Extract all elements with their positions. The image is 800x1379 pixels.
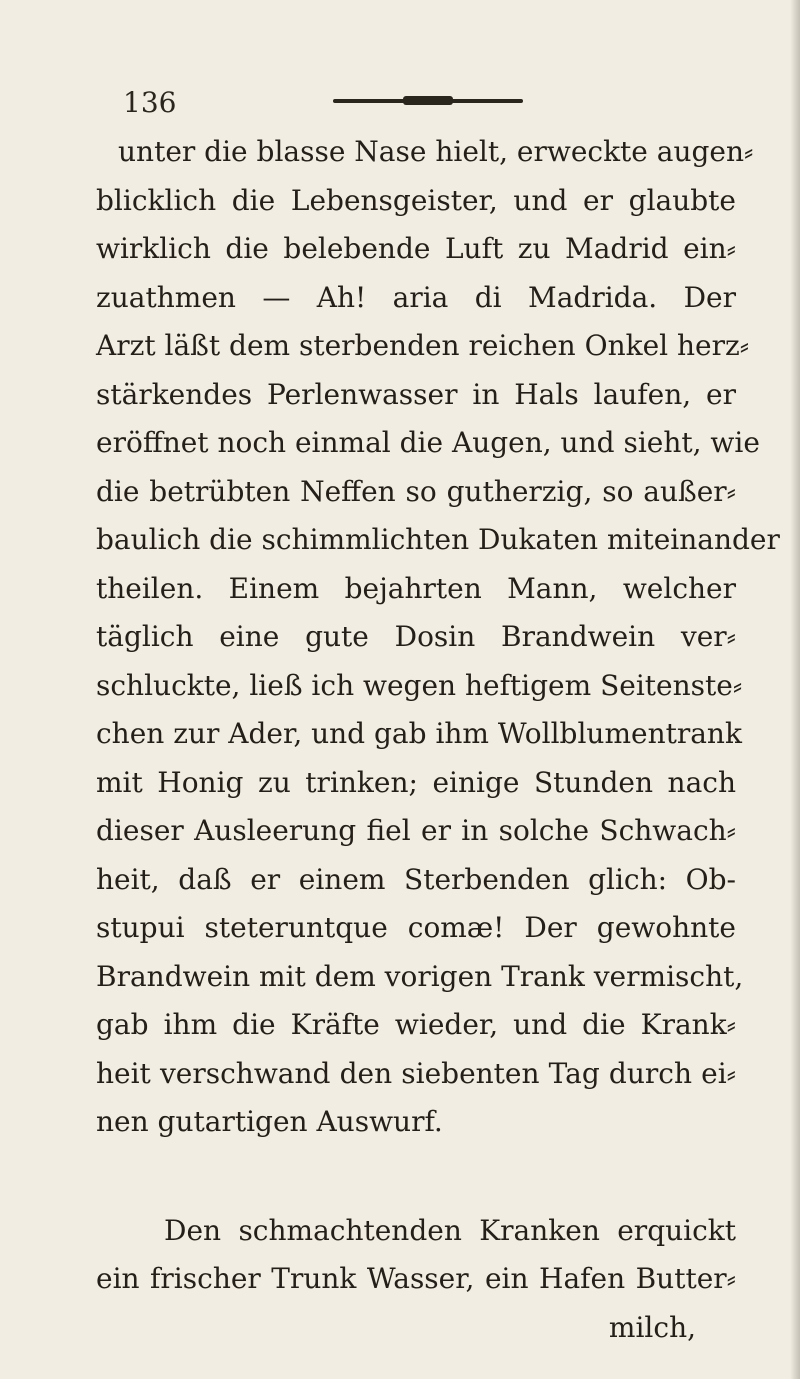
text-line: stärkendes Perlenwasser in Hals laufen, er — [96, 377, 736, 411]
text-line: chen zur Ader, und gab ihm Wollblumentrank — [96, 717, 742, 750]
paragraph-1 — [96, 128, 780, 1147]
text-line: Den schmachtenden Kranken erquickt — [164, 1213, 736, 1247]
text-line: täglich eine gute Dosin Brandwein ver⸗ — [96, 620, 736, 653]
text-line: schluckte, ließ ich wegen heftigem Seitenste⸗ — [96, 668, 743, 702]
text-line: Brandwein mit dem vorigen Trank vermischt, — [96, 959, 744, 993]
text-line: die betrübten Neffen so gutherzig, so außer⸗ — [96, 474, 736, 508]
text-line: dieser Ausleerung fiel er in solche Schwach⸗ — [96, 814, 736, 847]
text-line: baulich die schimmlichten Dukaten miteinander — [96, 523, 780, 556]
header-rule-ornament — [333, 99, 523, 103]
text-line: blicklich die Lebensgeister, und er glaubte — [96, 183, 736, 217]
text-line: gab ihm die Kräfte wieder, und die Krank⸗ — [96, 1008, 736, 1041]
text-line: stupui steteruntque comæ! Der gewohnte — [96, 911, 736, 944]
text-line: ein frischer Trunk Wasser, ein Hafen Butter⸗ — [96, 1262, 736, 1295]
page-number: 136 — [123, 86, 177, 119]
text-line: heit verschwand den siebenten Tag durch ei⸗ — [96, 1056, 736, 1090]
text-line: nen gutartigen Auswurf. — [96, 1105, 443, 1138]
text-line: wirklich die belebende Luft zu Madrid ein⸗ — [96, 232, 736, 265]
text-line: unter die blasse Nase hielt, erweckte augen⸗ — [118, 135, 754, 168]
catchword-line: milch, — [608, 1310, 696, 1344]
body-text — [96, 128, 780, 1352]
paragraph-gap — [96, 1147, 736, 1207]
page-edge-shadow — [790, 0, 800, 1379]
text-line: theilen. Einem bejahrten Mann, welcher — [96, 571, 736, 605]
text-line: heit, daß er einem Sterbenden glich: Ob- — [96, 862, 736, 896]
text-line: zuathmen — Ah! aria di Madrida. Der — [96, 280, 736, 314]
paragraph-2 — [96, 1207, 736, 1353]
text-line: Arzt läßt dem sterbenden reichen Onkel herz⸗ — [96, 329, 750, 362]
text-line: mit Honig zu trinken; einige Stunden nach — [96, 765, 736, 799]
text-line: eröffnet noch einmal die Augen, und sieht, wie — [96, 426, 760, 459]
